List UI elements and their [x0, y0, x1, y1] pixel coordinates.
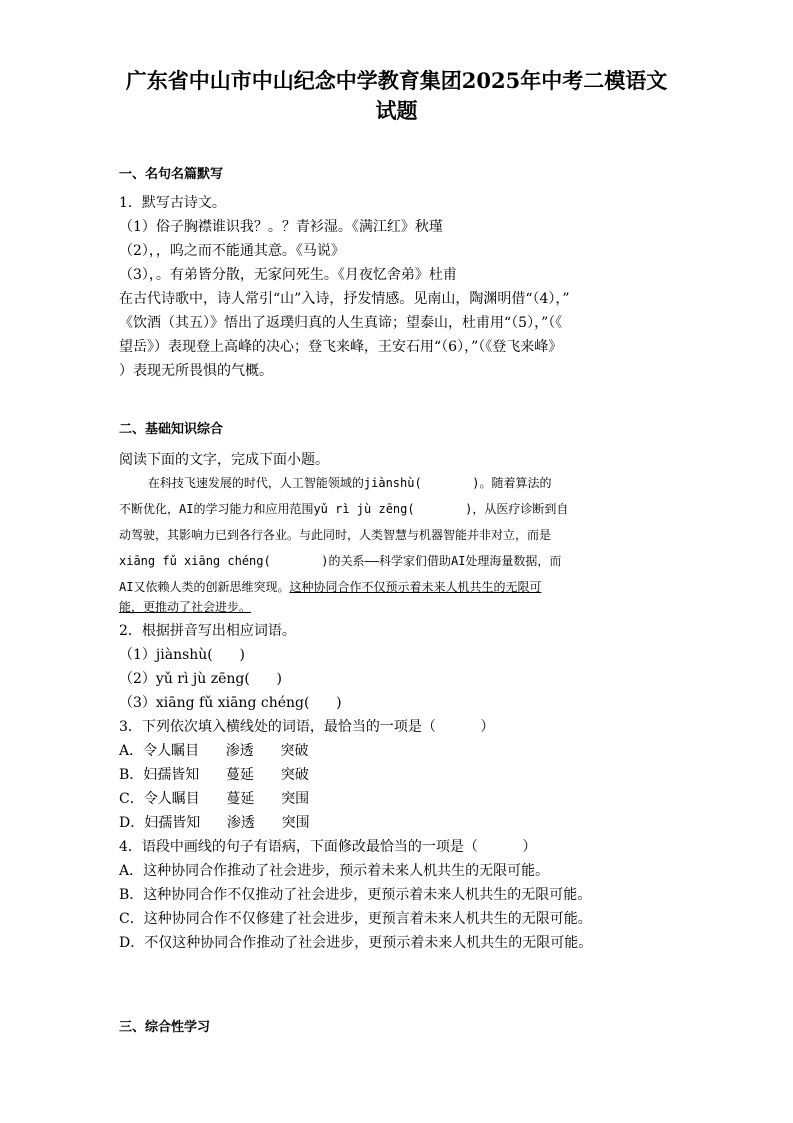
- question-1-item-3: （3），。有弟皆分散，无家问死生。《月夜忆舍弟》杜甫: [119, 267, 457, 283]
- question-2-item-1: （1）jiànshù( ): [119, 647, 245, 663]
- underlined-sentence: 这种协同合作不仅预示着未来人机共生的无限可: [289, 580, 542, 594]
- passage-line: 动驾驶，其影响力已到各行各业。与此同时，人类智慧与机器智能并非对立，而是: [119, 528, 552, 542]
- underlined-sentence-continued: 能，更推动了社会进步。: [119, 600, 252, 614]
- question-1-paragraph-line: 在古代诗歌中，诗人常引“山”入诗，抒发情感。见南山，陶渊明借“（4），”: [119, 291, 570, 307]
- passage-line-with-underline: [119, 578, 541, 595]
- passage-line: 在科技飞速发展的时代，人工智能领域的jiànshù( )。随着算法的: [119, 476, 552, 490]
- question-3-option-d: D．妇孺皆知 渗透 突围: [119, 815, 310, 831]
- question-3-option-c: C．令人瞩目 蔓延 突围: [119, 791, 310, 807]
- passage-text: AI又依赖人类的创新思维突现。: [119, 580, 290, 594]
- reading-passage: [119, 474, 659, 614]
- passage-line: xiāng fǔ xiāng chéng( )的关系——科学家们借助AI处理海量数据，而: [119, 554, 562, 568]
- passage-line: 不断优化，AI的学习能力和应用范围yǔ rì jù zēng( )，从医疗诊断到自: [119, 502, 569, 516]
- section-heading-3: 三、综合性学习: [119, 1020, 211, 1035]
- reading-intro: 阅读下面的文字，完成下面小题。: [119, 452, 329, 468]
- question-4-option-c: C．这种协同合作不仅修建了社会进步，更预言着未来人机共生的无限可能。: [119, 911, 592, 927]
- question-2-item-3: （3）xiāng fǔ xiāng chéng( ): [119, 695, 342, 711]
- section-heading-1: 一、名句名篇默写: [119, 167, 224, 182]
- question-4-option-b: B．这种协同合作不仅推动了社会进步，更预示着未来人机共生的无限可能。: [119, 887, 592, 903]
- question-1-item-1: （1）俗子胸襟谁识我？。？青衫湿。《满江红》秋瑾: [119, 219, 443, 235]
- document-title-line-1: 广东省中山市中山纪念中学教育集团2025年中考二模语文: [125, 68, 668, 93]
- question-1-stem: 1．默写古诗文。: [119, 195, 226, 211]
- question-1-item-2: （2），，呜之而不能通其意。《马说》: [119, 243, 345, 259]
- question-4-option-d: D．不仅这种协同合作推动了社会进步，更预示着未来人机共生的无限可能。: [119, 935, 593, 951]
- question-1-paragraph-line: 望岳》）表现登上高峰的决心；登飞来峰，王安石用“（6），”（《登飞来峰》: [119, 339, 563, 355]
- question-2-item-2: （2）yǔ rì jù zēng( ): [119, 671, 282, 687]
- question-3-stem: 3．下列依次填入横线处的词语，最恰当的一项是（ ）: [119, 719, 495, 735]
- question-3-option-a: A．令人瞩目 渗透 突破: [119, 743, 309, 759]
- question-1-paragraph-line: ）表现无所畏惧的气概。: [119, 363, 273, 379]
- question-3-option-b: B．妇孺皆知 蔓延 突破: [119, 767, 309, 783]
- question-1-paragraph-line: 《饮酒（其五）》悟出了返璞归真的人生真谛；望泰山，杜甫用“（5），”（《: [119, 315, 563, 331]
- section-heading-2: 二、基础知识综合: [119, 422, 224, 437]
- document-title-line-2: 试题: [375, 98, 418, 123]
- question-4-stem: 4．语段中画线的句子有语病，下面修改最恰当的一项是（ ）: [119, 839, 537, 855]
- question-4-option-a: A．这种协同合作推动了社会进步，预示着未来人机共生的无限可能。: [119, 863, 550, 879]
- question-2-stem: 2．根据拼音写出相应词语。: [119, 623, 296, 639]
